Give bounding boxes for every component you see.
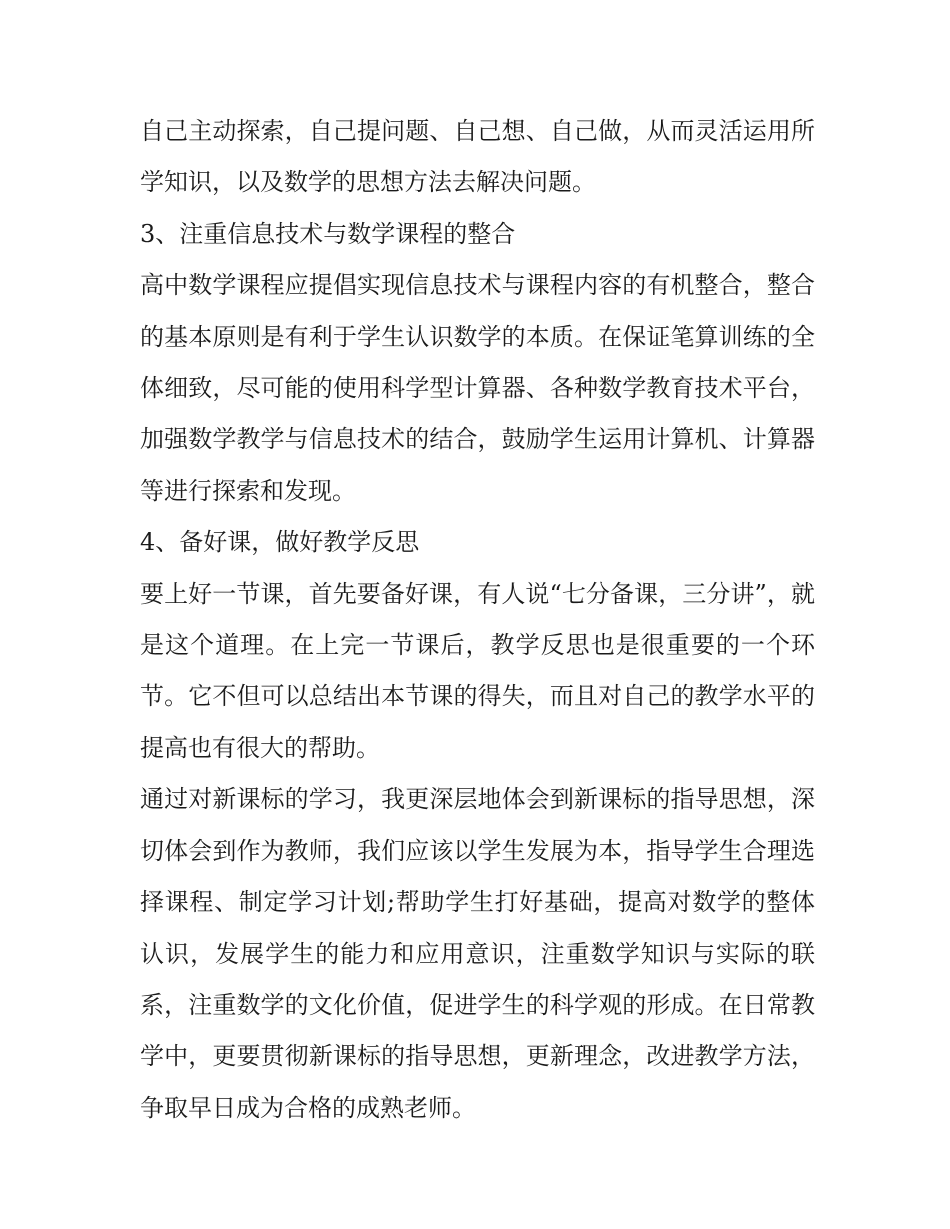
paragraph-3: 要上好一节课，首先要备好课，有人说“七分备课，三分讲”，就是这个道理。在上完一节课后，教学反思也是很重要的一个环节。它不但可以总结出本节课的得失，而且对自己的教学水平的提高也有很大的帮助。 <box>140 579 815 762</box>
paragraph-1: 自己主动探索，自己提问题、自己想、自己做，从而灵活运用所学知识，以及数学的思想方法去解决问题。 <box>140 117 815 197</box>
paragraph-4: 通过对新课标的学习，我更深层地体会到新课标的指导思想，深切体会到作为教师，我们应该以学生发展为本，指导学生合理选择课程、制定学习计划;帮助学生打好基础，提高对数学的整体认识，发展学生的能力和应用意识，注重数学知识与实际的联系，注重数学的文化价值，促进学生的科学观的形成。在日常教学中，更要贯彻新课标的指导思想，更新理念，改进教学方法，争取早日成为合格的成熟老师。 <box>140 785 815 1122</box>
section-heading-4: 4、备好课，做好教学反思 <box>140 528 420 557</box>
section-heading-3: 3、注重信息技术与数学课程的整合 <box>140 219 516 248</box>
document-body <box>140 106 815 1134</box>
paragraph-2: 高中数学课程应提倡实现信息技术与课程内容的有机整合，整合的基本原则是有利于学生认识数学的本质。在保证笔算训练的全体细致，尽可能的使用科学型计算器、各种数学教育技术平台，加强数学教学与信息技术的结合，鼓励学生运用计算机、计算器等进行探索和发现。 <box>140 271 815 505</box>
